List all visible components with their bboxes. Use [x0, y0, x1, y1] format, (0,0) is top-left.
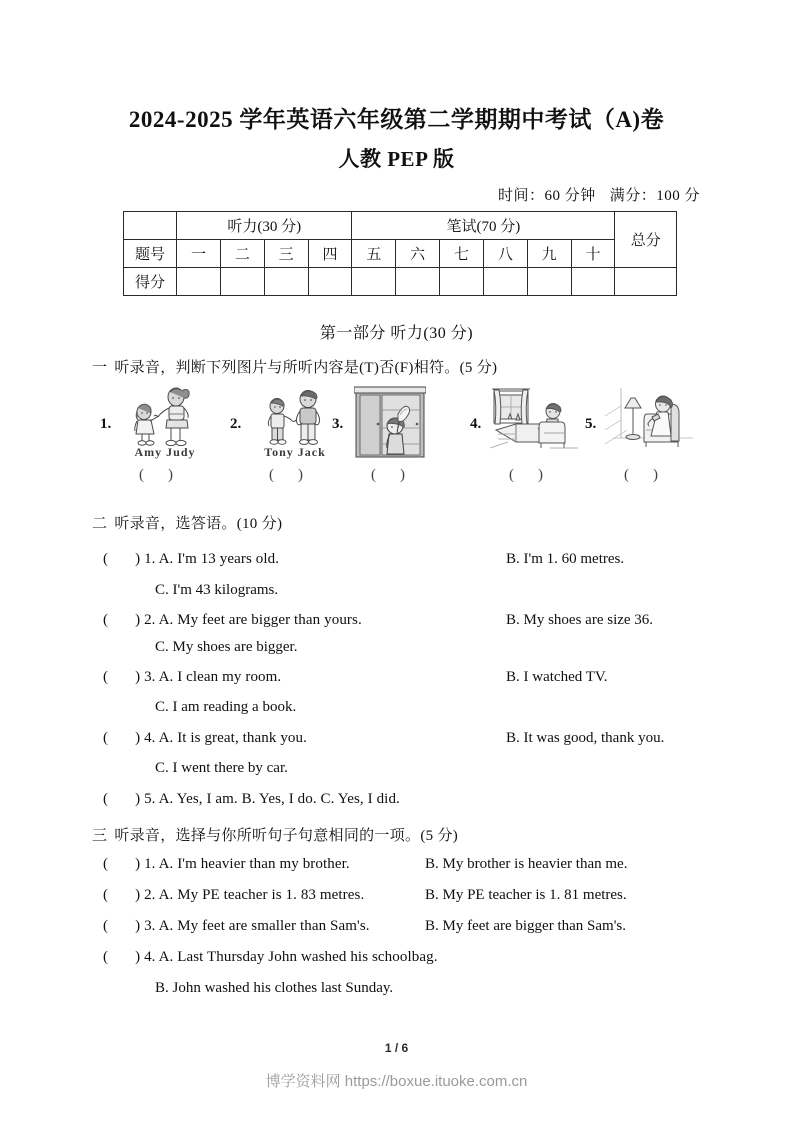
- written-group-header: 笔试(70 分): [352, 212, 615, 240]
- question-cell-6: 六: [396, 240, 440, 268]
- question-cell-5: 五: [352, 240, 396, 268]
- section-two-q1-option-c[interactable]: C. I'm 43 kilograms.: [155, 582, 279, 598]
- question-number: 2.: [144, 612, 156, 628]
- score-cell-3[interactable]: [264, 268, 308, 296]
- answer-bracket-1[interactable]: [100, 467, 212, 484]
- question-number: 2.: [144, 887, 156, 903]
- option-a[interactable]: A. My feet are smaller than Sam's.: [158, 918, 370, 934]
- bracket-close: ): [135, 856, 141, 872]
- bracket-close-1: ): [168, 467, 173, 483]
- bracket-open: (: [103, 856, 109, 872]
- question-number: 3.: [144, 669, 156, 685]
- section-three-question-1[interactable]: [103, 856, 350, 873]
- table-row-scores: [124, 268, 677, 296]
- section-one-title: 听录音，判断下列图片与所听内容是(T)否(F)相符。(5 分): [114, 360, 498, 376]
- page-title: 2024-2025 学年英语六年级第二学期期中考试（A)卷: [128, 107, 665, 132]
- row-label-question-number: 题号: [124, 240, 177, 268]
- answer-bracket-4[interactable]: [470, 467, 582, 484]
- section-two-question-5[interactable]: [103, 791, 400, 808]
- bracket-close-5: ): [653, 467, 658, 483]
- picture-caption-1: Amy Judy: [134, 445, 196, 459]
- section-two-question-4[interactable]: [103, 730, 307, 747]
- page-subtitle: 人教 PEP 版: [338, 147, 455, 171]
- answer-bracket-5[interactable]: [585, 467, 697, 484]
- picture-item-3: [332, 386, 444, 464]
- bracket-close: ): [135, 612, 141, 628]
- page-number: 1 / 6: [384, 1041, 409, 1055]
- section-two-q2-option-b[interactable]: B. My shoes are size 36.: [506, 612, 654, 628]
- bracket-open: (: [103, 949, 109, 965]
- question-cell-3: 三: [264, 240, 308, 268]
- bracket-close: ): [135, 791, 141, 807]
- total-header-cell: 总分: [615, 212, 677, 268]
- bracket-open: (: [103, 612, 109, 628]
- bracket-open: (: [103, 791, 109, 807]
- question-cell-4: 四: [308, 240, 352, 268]
- section-one-header: [92, 356, 497, 377]
- answer-bracket-2[interactable]: [230, 467, 342, 484]
- score-cell-6[interactable]: [396, 268, 440, 296]
- picture-number-3: 3.: [332, 416, 344, 432]
- section-two-question-2[interactable]: [103, 612, 362, 629]
- question-cell-2: 二: [220, 240, 264, 268]
- bracket-close-4: ): [538, 467, 543, 483]
- section-three-q1-option-b[interactable]: B. My brother is heavier than me.: [425, 856, 628, 872]
- exam-total-label: 满分：100 分: [609, 188, 700, 204]
- section-two-title: 听录音，选答语。(10 分): [114, 516, 283, 532]
- question-number: 1.: [144, 856, 156, 872]
- option-a[interactable]: A. Yes, I am. B. Yes, I do. C. Yes, I did.: [158, 791, 400, 807]
- picture-row: [100, 386, 700, 466]
- bracket-close-2: ): [298, 467, 303, 483]
- table-row-headers: [124, 212, 677, 240]
- exam-time-label: 时间：60 分钟: [497, 188, 596, 204]
- section-two-q3-option-c[interactable]: C. I am reading a book.: [155, 699, 297, 715]
- bracket-close: ): [135, 551, 141, 567]
- question-number: 1.: [144, 551, 156, 567]
- bracket-open-1: (: [139, 467, 144, 483]
- bracket-close: ): [135, 730, 141, 746]
- girl-cupboard-icon: [354, 386, 426, 458]
- section-three-title: 听录音，选择与你所听句子句意相同的一项。(5 分): [114, 828, 459, 844]
- question-cell-9: 九: [527, 240, 571, 268]
- section-two-question-1[interactable]: [103, 551, 279, 568]
- bracket-close: ): [135, 949, 141, 965]
- bracket-open-2: (: [269, 467, 274, 483]
- bracket-open: (: [103, 730, 109, 746]
- bracket-open: (: [103, 918, 109, 934]
- bracket-close: ): [135, 887, 141, 903]
- listening-group-header: 听力(30 分): [177, 212, 352, 240]
- score-table: [123, 211, 677, 296]
- bracket-close: ): [135, 669, 141, 685]
- section-three-header: [92, 824, 458, 845]
- section-two-q4-option-c[interactable]: C. I went there by car.: [155, 760, 288, 776]
- score-cell-2[interactable]: [220, 268, 264, 296]
- question-cell-8: 八: [483, 240, 527, 268]
- question-cell-10: 十: [571, 240, 615, 268]
- bracket-open: (: [103, 669, 109, 685]
- section-two-q2-option-c[interactable]: C. My shoes are bigger.: [155, 639, 298, 655]
- option-a[interactable]: A. My PE teacher is 1. 83 metres.: [158, 887, 365, 903]
- picture-answer-row: [100, 467, 700, 489]
- boy-bedroom-icon: [490, 386, 578, 452]
- section-three-question-4[interactable]: [103, 949, 438, 966]
- section-two-q1-option-b[interactable]: B. I'm 1. 60 metres.: [506, 551, 625, 567]
- picture-item-2: [230, 386, 342, 464]
- question-cell-1: 一: [177, 240, 221, 268]
- section-three-q3-option-b[interactable]: B. My feet are bigger than Sam's.: [425, 918, 626, 934]
- score-cell-1[interactable]: [177, 268, 221, 296]
- picture-item-5: [585, 386, 697, 464]
- section-three-question-3[interactable]: [103, 918, 370, 935]
- section-two-question-3[interactable]: [103, 669, 281, 686]
- score-cell-7[interactable]: [440, 268, 484, 296]
- bracket-open: (: [103, 887, 109, 903]
- picture-number-4: 4.: [470, 416, 482, 432]
- question-cell-7: 七: [440, 240, 484, 268]
- score-cell-10[interactable]: [571, 268, 615, 296]
- score-cell-9[interactable]: [527, 268, 571, 296]
- section-three-q4-option-b[interactable]: B. John washed his clothes last Sunday.: [155, 980, 394, 996]
- section-two-index: 二: [92, 516, 108, 532]
- question-number: 3.: [144, 918, 156, 934]
- score-cell-5[interactable]: [352, 268, 396, 296]
- picture-number-2: 2.: [230, 416, 242, 432]
- section-two-q4-option-b[interactable]: B. It was good, thank you.: [506, 730, 665, 746]
- picture-caption-2: Tony Jack: [264, 445, 326, 459]
- part-one-header: 第一部分 听力(30 分): [319, 325, 474, 342]
- bracket-open-5: (: [624, 467, 629, 483]
- section-three-question-2[interactable]: [103, 887, 364, 904]
- woman-armchair-icon: [605, 386, 697, 452]
- picture-item-1: [100, 386, 212, 464]
- two-girls-icon: [120, 386, 210, 448]
- question-number: 4.: [144, 949, 156, 965]
- section-three-index: 三: [92, 828, 108, 844]
- picture-item-4: [470, 386, 582, 464]
- exam-meta: [498, 184, 700, 205]
- bracket-close-3: ): [400, 467, 405, 483]
- score-cell-8[interactable]: [483, 268, 527, 296]
- option-a[interactable]: A. I'm heavier than my brother.: [158, 856, 350, 872]
- answer-bracket-3[interactable]: [332, 467, 444, 484]
- row-label-score: 得分: [124, 268, 177, 296]
- question-number: 4.: [144, 730, 156, 746]
- bracket-open: (: [103, 551, 109, 567]
- score-table-corner-cell: [124, 212, 177, 240]
- picture-number-5: 5.: [585, 416, 597, 432]
- option-a[interactable]: A. I clean my room.: [158, 669, 282, 685]
- section-one-index: 一: [92, 360, 108, 376]
- bracket-open-3: (: [371, 467, 376, 483]
- watermark-text: 博学资料网 https://boxue.ituoke.com.cn: [265, 1073, 528, 1090]
- option-a[interactable]: A. It is great, thank you.: [158, 730, 307, 746]
- section-two-header: [92, 512, 282, 533]
- table-row-question-numbers: [124, 240, 677, 268]
- section-two-q3-option-b[interactable]: B. I watched TV.: [506, 669, 608, 685]
- option-a[interactable]: A. I'm 13 years old.: [158, 551, 280, 567]
- option-a[interactable]: A. My feet are bigger than yours.: [158, 612, 362, 628]
- picture-number-1: 1.: [100, 416, 112, 432]
- score-cell-4[interactable]: [308, 268, 352, 296]
- option-a[interactable]: A. Last Thursday John washed his schoolbag.: [158, 949, 438, 965]
- question-number: 5.: [144, 791, 156, 807]
- two-boys-icon: [250, 386, 340, 448]
- bracket-close: ): [135, 918, 141, 934]
- bracket-open-4: (: [509, 467, 514, 483]
- section-three-q2-option-b[interactable]: B. My PE teacher is 1. 81 metres.: [425, 887, 627, 903]
- score-cell-total[interactable]: [615, 268, 677, 296]
